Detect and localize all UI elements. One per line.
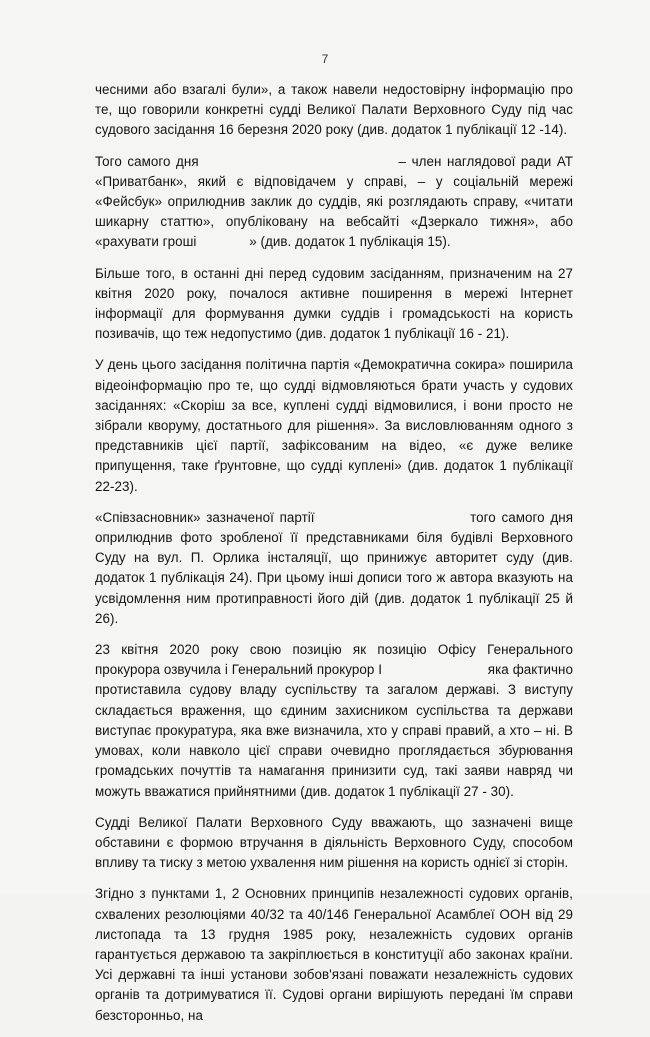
paragraph: У день цього засідання політична партія «Демократична сокира» поширила відеоінформацію про те, що судді відмовляються брати участь у судових засіданнях: «Скоріш за все, куплені судді відмовилися, і вони просто не зібрали кворуму, достатнього для рішення». За висловлюванням одного з представників цієї партії, зафіксованим на відео, «є дуже велике припущення, таке ґрунтовне, що судді куплені» (див. додаток 1 публікації 22-23). xyxy=(95,357,573,494)
paragraph: Більше того, в останні дні перед судовим засіданням, призначеним на 27 квітня 2020 року, почалося активне поширення в мережі Інтернет інформації для формування думки суддів і громадськості на користь позивачів, що теж недопустимо (див. додаток 1 публікації 16 - 21). xyxy=(95,265,573,342)
paragraph: Того самого дня – член наглядової ради АТ «Приватбанк», який є відповідачем у справі, – у соціальній мережі «Фейсбук» оприлюднив заклик до суддів, які розглядають справу, «читати шикарну статтю», опубліковану на вебсайті «Дзеркало тижня», або «рахувати гроші » (див. додаток 1 публікація 15). xyxy=(95,153,577,250)
paragraph: чесними або взагалі були», а також навели недостовірну інформацію про те, що говорили конкретні судді Великої Палати Верховного Суду під час судового засідання 16 березня 2020 року (див. додаток 1 публікації 12 -14). xyxy=(95,82,573,138)
paragraph: «Співзасновник» зазначеної партії того самого дня оприлюднив фото зробленої її представниками біля будівлі Верховного Суду на вул. П. Орлика інсталяції, що принижує авторитет суду (див. додаток 1 публікація 24). При цьому інші дописи того ж автора вказують на усвідомлення ним протиправності його дій (див. додаток 1 публікації 25 й 26). xyxy=(95,509,577,626)
paragraph: Згідно з пунктами 1, 2 Основних принципів незалежності судових органів, схвалених резолюціями 40/32 та 40/146 Генеральної Асамблеї ООН від 29 листопада та 13 грудня 1985 року, незалежність судових органів гарантується державою та закріплюється в конституції або законах країни. Усі державні та інші установи зобов'язані поважати незалежність судових органів та дотримуватися її. Судові органи вирішують передані їм справи безсторонньо, на xyxy=(95,886,573,1023)
page-number: 7 xyxy=(321,52,329,66)
body-text xyxy=(95,80,577,1037)
paragraph: Судді Великої Палати Верховного Суду вважають, що зазначені вище обставини є формою втручання в діяльність Верховного Суду, способом впливу та тиску з метою ухвалення ним рішення на користь однієї зі сторін. xyxy=(95,814,573,871)
paragraph: 23 квітня 2020 року свою позицію як позицію Офісу Генерального прокурора озвучила і Генеральний прокурор І яка фактично протиставила судову владу суспільству та загалом державі. З виступу складається враження, що єдиним захисником суспільства та держави виступає прокуратура, яка вже визначила, хто у справі правий, а хто – ні. В умовах, коли навколо цієї справи очевидно проглядається збурювання громадських почуттів та намагання принизити суд, такі заяви навряд чи можуть вважатися прийнятними (див. додаток 1 публікації 27 - 30). xyxy=(95,642,577,799)
